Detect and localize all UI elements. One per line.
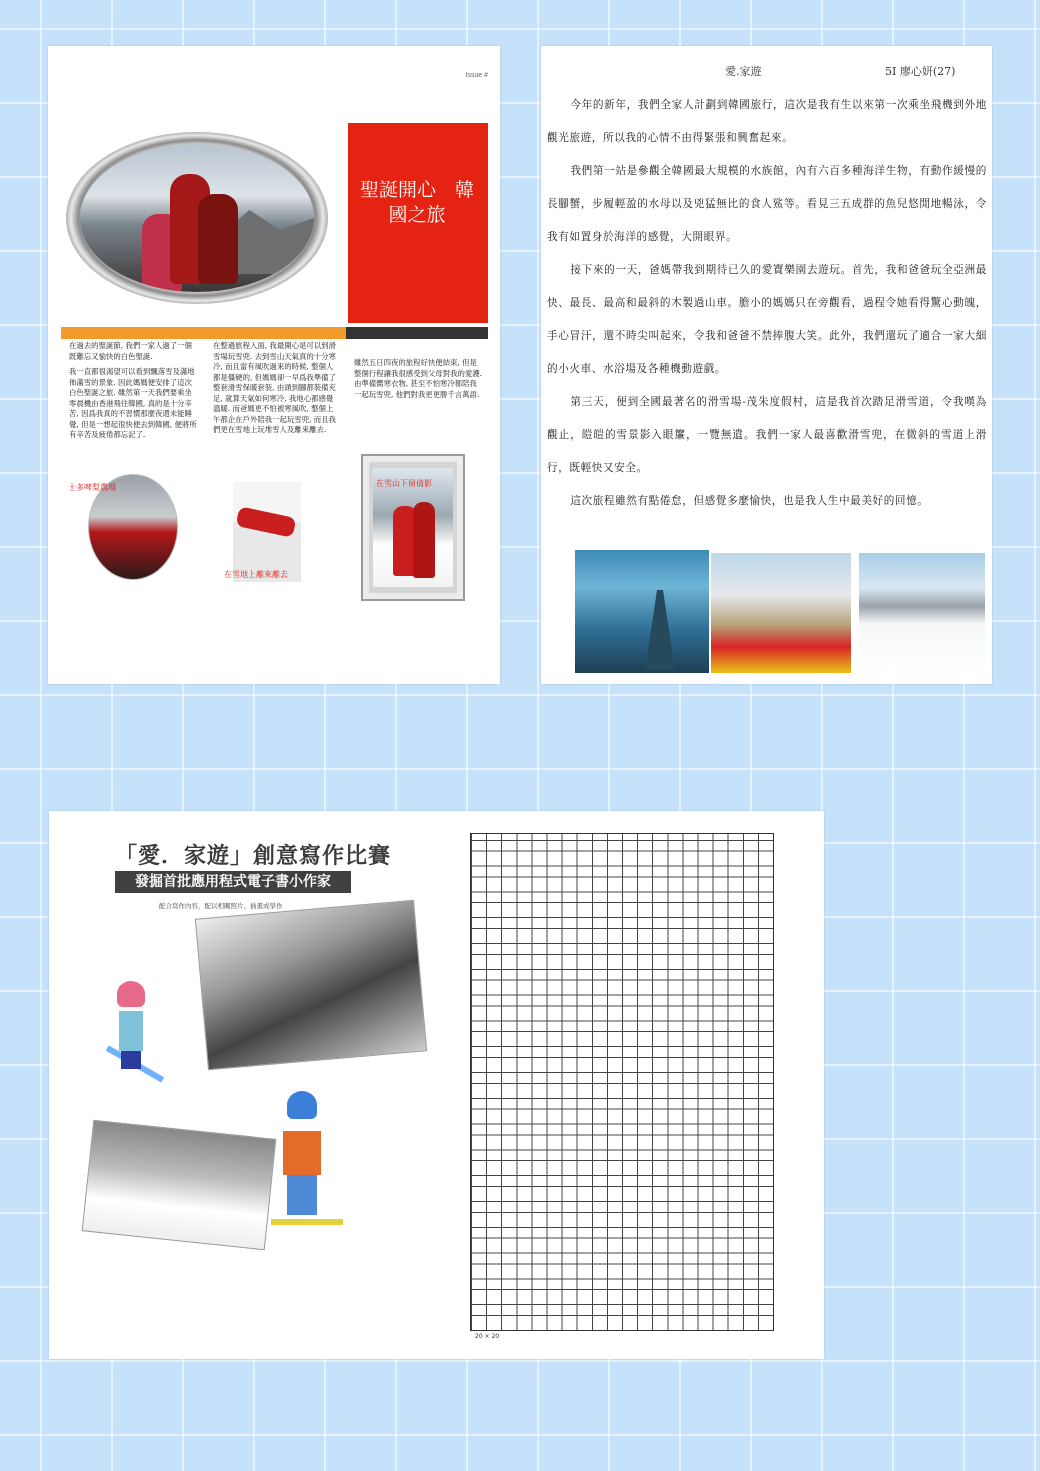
essay-header-author: 5I 廖心妍(27) xyxy=(885,65,956,78)
issue-label: Issue # xyxy=(465,72,488,79)
essay-paragraph: 第三天，便到全國最著名的滑雪場-茂朱度假村，這是我首次踏足滑雪道，令我嘆為觀止，皚皚的雪景影入眼簾，一覽無遺。我們一家人最喜歡滑雪兜，在微斜的雪道上滑行，既輕快又安全。 xyxy=(547,396,987,474)
photo-caption: 在雪山下留倩影 xyxy=(376,479,432,488)
skier-drawing xyxy=(271,1091,343,1241)
family-oval-photo xyxy=(66,132,328,304)
page-title: 聖誕開心 韓國之旅 xyxy=(359,179,474,226)
framed-snow-photo xyxy=(361,454,465,601)
ski-resort-photo xyxy=(859,553,985,671)
orange-divider xyxy=(61,327,346,339)
text-column-3 xyxy=(354,358,482,405)
dark-divider xyxy=(346,327,488,339)
contest-subtitle: 發掘首批應用程式電子書小作家 xyxy=(115,871,351,893)
essay-paragraph: 接下來的一天，爸媽帶我到期待已久的愛寶樂園去遊玩。首先，我和爸爸玩全亞洲最快、最長、最高和最斜的木製過山車。膽小的媽媽只在旁觀看，過程令她看得驚心動魄，手心冒汗，還不時尖叫起來，令我和爸爸不禁捧腹大笑。此外，我們還玩了適合一家大細的小火車、水浴場及各種機動遊戲。 xyxy=(547,264,987,375)
photo-caption: 士多啤梨農場 xyxy=(68,483,116,492)
handwritten-manuscript-grid xyxy=(470,833,774,1331)
skier-drawing xyxy=(109,981,167,1091)
essay-paragraph: 今年的新年，我們全家人計劃到韓國旅行，這次是我有生以來第一次乘坐飛機到外地觀光旅遊，所以我的心情不由得緊張和興奮起來。 xyxy=(547,99,987,144)
paragraph: 我一直都很渴望可以看到飄落雪及滿地佈滿雪的景象. 因此媽媽便安排了這次白色聖誕之旅. 雖然第一天我們要乘坐零晨機由香港飛往韓國, 真的是十分辛苦, 因爲我真的不習慣那麼夜還未能睡覺, 但是一想起很快便去到韓國, 便將所有辛苦及疲倦都忘記了. xyxy=(69,367,197,439)
essay-paragraph: 這次旅程雖然有點倦怠，但感覺多麼愉快，也是我人生中最美好的回憶。 xyxy=(570,495,929,507)
bw-family-photo xyxy=(195,900,427,1071)
text-column-2 xyxy=(213,341,339,441)
theme-park-photo xyxy=(711,553,851,673)
contest-page xyxy=(49,811,824,1359)
paragraph: 在過去的聖誕節, 我們一家人過了一個既難忘又愉快的白色聖誕. xyxy=(69,341,192,361)
aquarium-photo xyxy=(575,550,709,673)
essay-body xyxy=(547,89,987,518)
bw-snow-photo xyxy=(82,1120,277,1251)
contest-title: 「愛．家遊」創意寫作比賽 xyxy=(115,843,392,869)
manuscript-footer: 20 × 20 xyxy=(475,1333,500,1340)
contest-note: 配合寫作內容，配以相關照片、插畫或學作 xyxy=(159,902,283,910)
paragraph: 雖然五日四夜的旅程好快便結束, 但是整個行程讓我很感受到父母對我的愛護. 由準備嚮寒衣物, 甚至不怕寒冷都陪我一起玩雪兜, 他們對我更更勝千言萬語. xyxy=(354,358,482,399)
paragraph: 在整過旅程入面, 我最開心是可以到滑雪場玩雪兜. 去到雪山天氣真的十分寒冷, 而且當有風吹過來的時候, 整個人都是僵硬的, 但媽媽卻一早爲我準備了整套滑雪保暖套裝, 由頭到腳都裝備充足, 就算天氣如何寒冷, 我地心都感覺溫暖. 而爸媽更不怕被寒風吹, 整個上午都企在戶外陪我一起玩雪兜, 而且我們更在雪地上玩堆雪人及離來離去. xyxy=(213,341,336,434)
photo-caption: 在雪地上離來離去 xyxy=(224,570,288,579)
essay-paragraph: 我們第一站是參觀全韓國最大規模的水族館，內有六百多種海洋生物，有動作緩慢的長腳蟹，步履輕盈的水母以及兇猛無比的食人鯊等。看見三五成群的魚兒悠閒地暢泳，令我有如置身於海洋的感覺，大開眼界。 xyxy=(547,165,987,243)
essay-page-right xyxy=(541,46,992,684)
text-column-1 xyxy=(69,341,197,446)
magazine-page-left xyxy=(48,46,500,684)
snow-lying-photo xyxy=(233,482,301,582)
essay-header-title: 愛.家遊 xyxy=(725,65,762,78)
